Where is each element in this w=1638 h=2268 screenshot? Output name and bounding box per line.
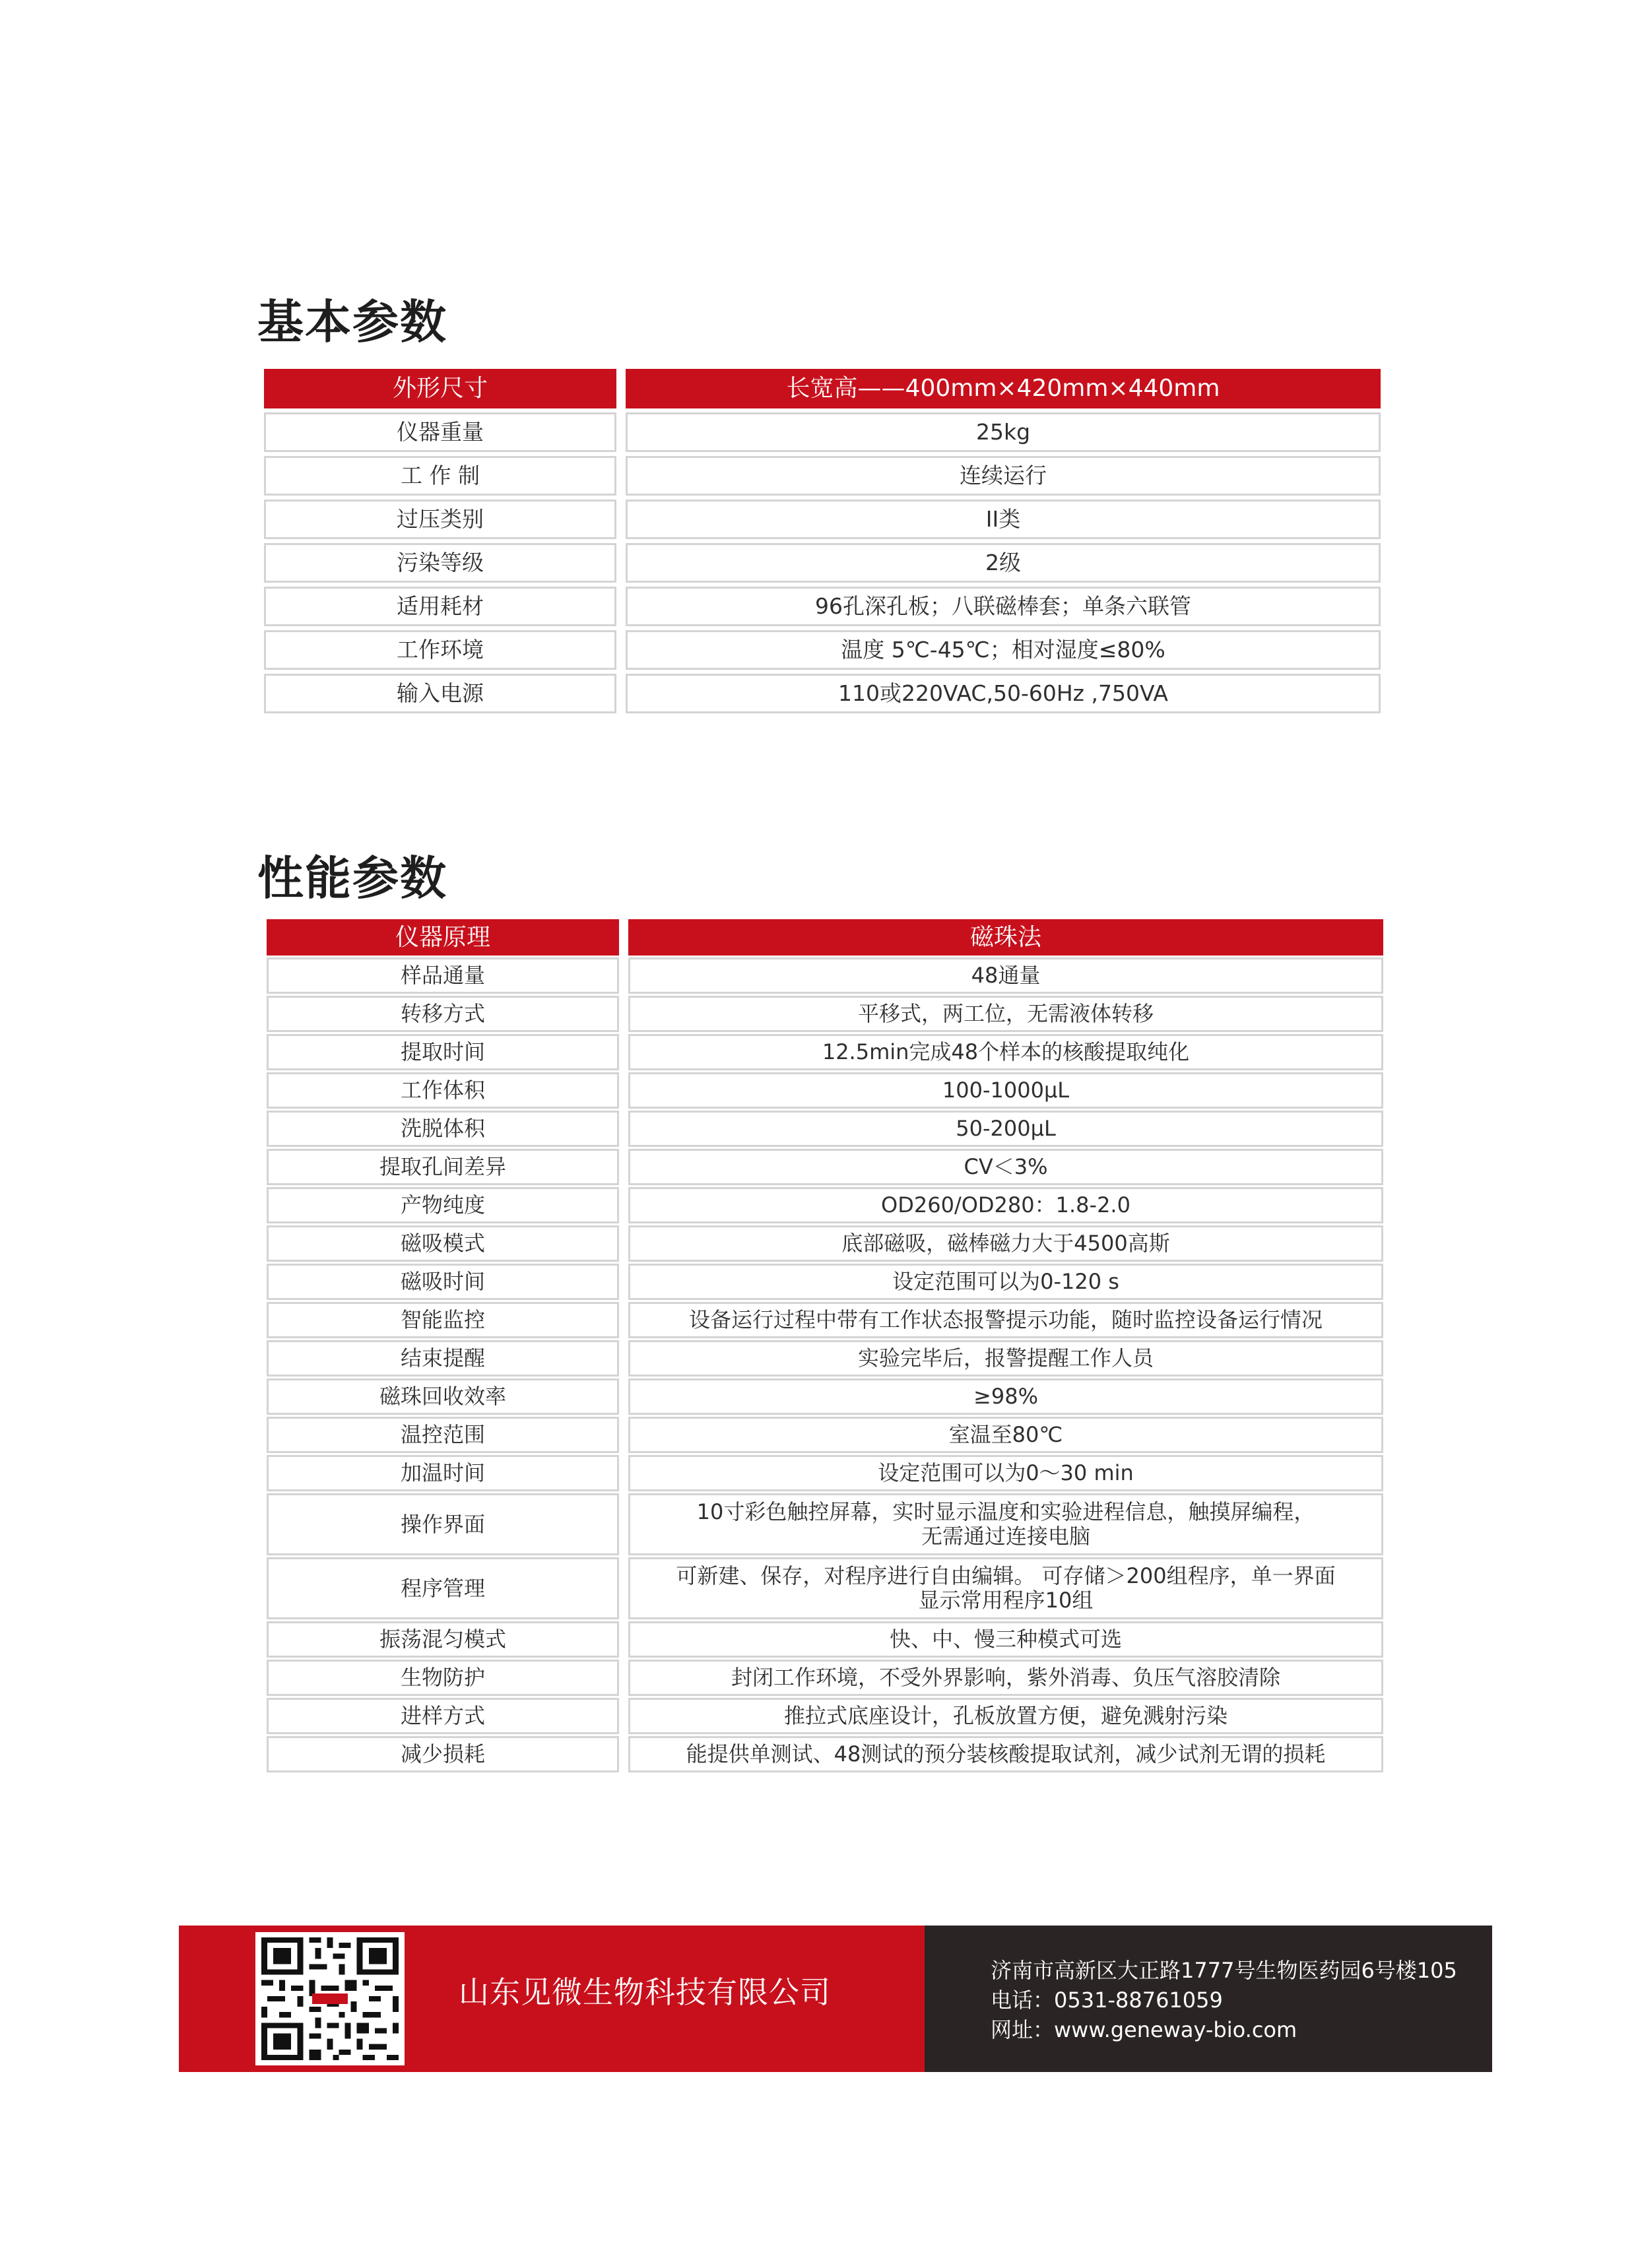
table-row [267, 1557, 1383, 1619]
spec-value-line: 无需通过连接电脑 [921, 1524, 1090, 1549]
contact-panel [925, 1926, 1492, 2072]
spec-label: 提取时间 [267, 1034, 619, 1070]
table-row [264, 630, 1381, 670]
table-row [267, 1111, 1383, 1147]
spec-label: 洗脱体积 [267, 1111, 619, 1147]
spec-label: 程序管理 [267, 1557, 619, 1619]
spec-value: 推拉式底座设计，孔板放置方便，避免溅射污染 [628, 1698, 1383, 1734]
table-row [267, 1264, 1383, 1300]
spec-value-line: 可新建、保存，对程序进行自由编辑。 可存储＞200组程序，单一界面 [676, 1563, 1336, 1589]
spec-value-line: 显示常用程序10组 [918, 1588, 1094, 1613]
spec-label: 工作体积 [267, 1072, 619, 1109]
spec-value: 12.5min完成48个样本的核酸提取纯化 [628, 1034, 1383, 1070]
spec-label: 仪器重量 [264, 412, 616, 452]
table-row [264, 543, 1381, 583]
table-row [267, 1034, 1383, 1070]
spec-value: 长宽高——400mm×420mm×440mm [626, 369, 1381, 408]
spec-value: 2级 [626, 543, 1381, 583]
contact-info [991, 1956, 1457, 2045]
performance-params-header-row [267, 919, 1383, 956]
table-row [267, 1417, 1383, 1453]
spec-value: 温度 5℃-45℃；相对湿度≤80% [626, 630, 1381, 670]
basic-params-header-row [264, 369, 1381, 408]
table-row [264, 456, 1381, 496]
spec-value: 快、中、慢三种模式可选 [628, 1621, 1383, 1658]
table-row [267, 957, 1383, 994]
table-row [267, 1736, 1383, 1772]
spec-value: 连续运行 [626, 456, 1381, 496]
basic-params-title: 基本参数 [257, 295, 447, 349]
table-row [264, 674, 1381, 713]
company-name: 山东见微生物科技有限公司 [459, 1974, 831, 2010]
spec-label: 工作环境 [264, 630, 616, 670]
phone: 电话：0531-88761059 [991, 1988, 1223, 2013]
spec-label: 转移方式 [267, 996, 619, 1032]
spec-value: 96孔深孔板；八联磁棒套；单条六联管 [626, 587, 1381, 626]
spec-value: 磁珠法 [628, 919, 1383, 956]
spec-value: 室温至80℃ [628, 1417, 1383, 1453]
spec-label: 加温时间 [267, 1455, 619, 1491]
table-row [267, 1149, 1383, 1185]
spec-value: 设备运行过程中带有工作状态报警提示功能，随时监控设备运行情况 [628, 1302, 1383, 1338]
spec-value-line: 10寸彩色触控屏幕，实时显示温度和实验进程信息，触摸屏编程， [696, 1499, 1315, 1525]
table-row [267, 1621, 1383, 1658]
spec-label: 输入电源 [264, 674, 616, 713]
spec-label: 适用耗材 [264, 587, 616, 626]
spec-value: 底部磁吸，磁棒磁力大于4500高斯 [628, 1225, 1383, 1262]
spec-label: 磁吸时间 [267, 1264, 619, 1300]
spec-label: 工 作 制 [264, 456, 616, 496]
spec-label: 进样方式 [267, 1698, 619, 1734]
table-row [267, 1660, 1383, 1696]
spec-label: 提取孔间差异 [267, 1149, 619, 1185]
spec-label: 磁珠回收效率 [267, 1378, 619, 1415]
spec-label: 振荡混匀模式 [267, 1621, 619, 1658]
spec-label: 产物纯度 [267, 1187, 619, 1223]
spec-value: 平移式，两工位，无需液体转移 [628, 996, 1383, 1032]
qr-code-icon [255, 1932, 405, 2065]
spec-value: 能提供单测试、48测试的预分装核酸提取试剂，减少试剂无谓的损耗 [628, 1736, 1383, 1772]
spec-value: ≥98% [628, 1378, 1383, 1415]
performance-params-table [257, 917, 1392, 1774]
spec-value: 110或220VAC,50-60Hz ,750VA [626, 674, 1381, 713]
basic-params-table [255, 365, 1390, 717]
spec-value: 100-1000μL [628, 1072, 1383, 1109]
spec-value: 48通量 [628, 957, 1383, 994]
spec-value: II类 [626, 500, 1381, 539]
table-row [264, 412, 1381, 452]
spec-value: 设定范围可以为0～30 min [628, 1455, 1383, 1491]
spec-value: CV＜3% [628, 1149, 1383, 1185]
table-row [267, 1302, 1383, 1338]
spec-label: 外形尺寸 [264, 369, 616, 408]
spec-label: 磁吸模式 [267, 1225, 619, 1262]
table-row [267, 1455, 1383, 1491]
table-row [264, 587, 1381, 626]
table-row [267, 1493, 1383, 1555]
table-row [267, 1698, 1383, 1734]
spec-label: 仪器原理 [267, 919, 619, 956]
spec-value: 25kg [626, 412, 1381, 452]
footer-banner [179, 1926, 1492, 2072]
spec-label: 减少损耗 [267, 1736, 619, 1772]
table-row [267, 1225, 1383, 1262]
spec-label: 温控范围 [267, 1417, 619, 1453]
spec-label: 生物防护 [267, 1660, 619, 1696]
address: 济南市高新区大正路1777号生物医药园6号楼105 [991, 1958, 1457, 1983]
spec-value: OD260/OD280：1.8-2.0 [628, 1187, 1383, 1223]
spec-value [628, 1493, 1383, 1555]
spec-value [628, 1557, 1383, 1619]
spec-label: 污染等级 [264, 543, 616, 583]
spec-value: 封闭工作环境，不受外界影响，紫外消毒、负压气溶胶清除 [628, 1660, 1383, 1696]
qr-code-graphic [255, 1932, 405, 2065]
table-row [267, 1187, 1383, 1223]
table-row [267, 1340, 1383, 1377]
spec-label: 操作界面 [267, 1493, 619, 1555]
table-row [267, 1378, 1383, 1415]
spec-label: 智能监控 [267, 1302, 619, 1338]
spec-label: 过压类别 [264, 500, 616, 539]
spec-label: 结束提醒 [267, 1340, 619, 1377]
table-row [267, 1072, 1383, 1109]
spec-value: 设定范围可以为0-120 s [628, 1264, 1383, 1300]
spec-value: 实验完毕后，报警提醒工作人员 [628, 1340, 1383, 1377]
table-row [264, 500, 1381, 539]
website: 网址：www.geneway-bio.com [991, 2017, 1297, 2042]
table-row [267, 996, 1383, 1032]
spec-value: 50-200μL [628, 1111, 1383, 1147]
performance-params-title: 性能参数 [257, 851, 447, 905]
spec-label: 样品通量 [267, 957, 619, 994]
